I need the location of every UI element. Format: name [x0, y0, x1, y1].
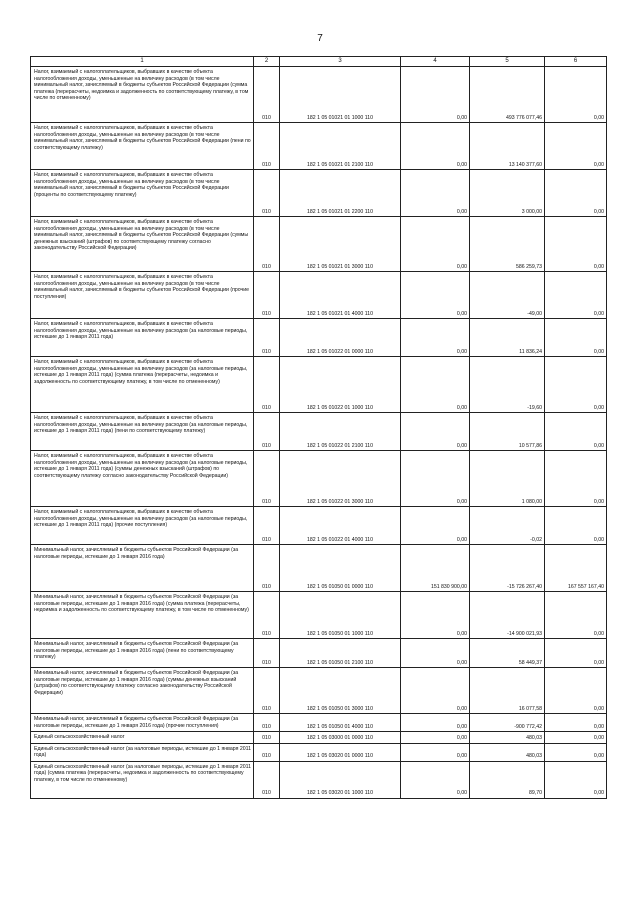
- table-row: [31, 272, 607, 319]
- value-col-6: 0,00: [545, 413, 607, 451]
- row-description: Единый сельскохозяйственный налог (за налоговые периоды, истекшие до 1 января 2011 года): [31, 743, 254, 761]
- line-code: 010: [254, 123, 280, 170]
- value-col-6: 0,00: [545, 67, 607, 123]
- column-header: 1: [31, 57, 254, 67]
- classification-code: 182 1 05 01050 01 4000 110: [280, 714, 401, 732]
- value-col-4: 0,00: [401, 639, 470, 668]
- classification-code: 182 1 05 01021 01 2100 110: [280, 123, 401, 170]
- row-description: Налог, взимаемый с налогоплательщиков, выбравших в качестве объекта налогообложения доходы, уменьшенные на величину расходов (за налоговые периоды, истекшие до 1 января 2011 года) (пени по соответствующему платежу): [31, 413, 254, 451]
- value-col-6: 0,00: [545, 357, 607, 413]
- value-col-6: 0,00: [545, 732, 607, 744]
- value-col-5: 16 077,58: [470, 668, 545, 714]
- classification-code: 182 1 05 01021 01 4000 110: [280, 272, 401, 319]
- value-col-6: 0,00: [545, 170, 607, 217]
- table-row: [31, 507, 607, 545]
- classification-code: 182 1 05 01050 01 0000 110: [280, 545, 401, 592]
- table-row: [31, 67, 607, 123]
- value-col-5: -14 900 021,93: [470, 592, 545, 639]
- column-header: 2: [254, 57, 280, 67]
- value-col-6: 0,00: [545, 272, 607, 319]
- table-row: [31, 170, 607, 217]
- classification-code: 182 1 05 01022 01 2100 110: [280, 413, 401, 451]
- value-col-4: 0,00: [401, 507, 470, 545]
- value-col-5: 11 836,24: [470, 319, 545, 357]
- value-col-5: 10 577,86: [470, 413, 545, 451]
- table-row: [31, 743, 607, 761]
- table-row: [31, 319, 607, 357]
- row-description: Минимальный налог, зачисляемый в бюджеты субъектов Российской Федерации (за налоговые периоды, истекшие до 1 января 2016 года) (суммы денежных взысканий (штрафов) по соответствующему платежу согласно законодательству Российской Федерации): [31, 668, 254, 714]
- row-description: Налог, взимаемый с налогоплательщиков, выбравших в качестве объекта налогообложения доходы, уменьшенные на величину расходов (в том числе минимальный налог, зачисляемый в бюджеты субъектов Российской Федерации (сумма платежа (перерасчеты, недоимка и задолженность по соответствующему платежу, в том числе по отмененному): [31, 67, 254, 123]
- line-code: 010: [254, 413, 280, 451]
- column-header: 4: [401, 57, 470, 67]
- value-col-6: 0,00: [545, 217, 607, 272]
- classification-code: 182 1 05 01021 01 2200 110: [280, 170, 401, 217]
- line-code: 010: [254, 732, 280, 744]
- value-col-6: 0,00: [545, 761, 607, 798]
- value-col-5: -49,00: [470, 272, 545, 319]
- line-code: 010: [254, 507, 280, 545]
- column-header: 6: [545, 57, 607, 67]
- value-col-5: 13 140 377,60: [470, 123, 545, 170]
- value-col-4: 0,00: [401, 319, 470, 357]
- classification-code: 182 1 05 03020 01 0000 110: [280, 743, 401, 761]
- line-code: 010: [254, 668, 280, 714]
- classification-code: 182 1 05 01022 01 1000 110: [280, 357, 401, 413]
- value-col-4: 0,00: [401, 743, 470, 761]
- classification-code: 182 1 05 01050 01 2100 110: [280, 639, 401, 668]
- line-code: 010: [254, 217, 280, 272]
- line-code: 010: [254, 743, 280, 761]
- value-col-4: 0,00: [401, 67, 470, 123]
- row-description: Налог, взимаемый с налогоплательщиков, выбравших в качестве объекта налогообложения доходы, уменьшенные на величину расходов (в том числе минимальный налог, зачисляемый в бюджеты субъектов Российской Федерации (прочие поступления): [31, 272, 254, 319]
- value-col-6: 0,00: [545, 592, 607, 639]
- table-row: [31, 217, 607, 272]
- value-col-6: 0,00: [545, 319, 607, 357]
- value-col-4: 0,00: [401, 217, 470, 272]
- row-description: Минимальный налог, зачисляемый в бюджеты субъектов Российской Федерации (за налоговые периоды, истекшие до 1 января 2016 года) (сумма платежа (перерасчеты, недоимка и задолженность по соответствующему платежу, в том числе по отмененному): [31, 592, 254, 639]
- line-code: 010: [254, 67, 280, 123]
- classification-code: 182 1 05 01021 01 1000 110: [280, 67, 401, 123]
- value-col-5: -15 726 267,40: [470, 545, 545, 592]
- classification-code: 182 1 05 03020 01 1000 110: [280, 761, 401, 798]
- value-col-5: -19,60: [470, 357, 545, 413]
- value-col-6: 0,00: [545, 668, 607, 714]
- table-row: [31, 761, 607, 798]
- value-col-5: -0,02: [470, 507, 545, 545]
- value-col-6: 0,00: [545, 743, 607, 761]
- value-col-5: -900 772,42: [470, 714, 545, 732]
- classification-code: 182 1 05 01050 01 1000 110: [280, 592, 401, 639]
- value-col-4: 0,00: [401, 668, 470, 714]
- column-number-header: [31, 57, 607, 67]
- table-row: [31, 639, 607, 668]
- column-header: 5: [470, 57, 545, 67]
- table-row: [31, 732, 607, 744]
- table-row: [31, 592, 607, 639]
- row-description: Налог, взимаемый с налогоплательщиков, выбравших в качестве объекта налогообложения доходы, уменьшенные на величину расходов (за налоговые периоды, истекшие до 1 января 2011 года) (суммы денежных взысканий (штрафов) по соответствующему платежу согласно законодательству Российской Федерации): [31, 451, 254, 507]
- line-code: 010: [254, 272, 280, 319]
- value-col-4: 0,00: [401, 732, 470, 744]
- value-col-6: 167 557 167,40: [545, 545, 607, 592]
- line-code: 010: [254, 761, 280, 798]
- revenue-table: [30, 56, 607, 799]
- table-row: [31, 714, 607, 732]
- value-col-4: 0,00: [401, 761, 470, 798]
- value-col-5: 493 776 077,46: [470, 67, 545, 123]
- value-col-5: 586 259,73: [470, 217, 545, 272]
- row-description: Минимальный налог, зачисляемый в бюджеты субъектов Российской Федерации (за налоговые периоды, истекшие до 1 января 2016 года): [31, 545, 254, 592]
- table-row: [31, 357, 607, 413]
- value-col-5: 3 000,00: [470, 170, 545, 217]
- value-col-6: 0,00: [545, 714, 607, 732]
- table-row: [31, 451, 607, 507]
- value-col-4: 0,00: [401, 714, 470, 732]
- table-row: [31, 668, 607, 714]
- classification-code: 182 1 05 01021 01 3000 110: [280, 217, 401, 272]
- row-description: Налог, взимаемый с налогоплательщиков, выбравших в качестве объекта налогообложения доходы, уменьшенные на величину расходов (за налоговые периоды, истекшие до 1 января 2011 года): [31, 319, 254, 357]
- row-description: Минимальный налог, зачисляемый в бюджеты субъектов Российской Федерации (за налоговые периоды, истекшие до 1 января 2016 года) (прочие поступления): [31, 714, 254, 732]
- row-description: Налог, взимаемый с налогоплательщиков, выбравших в качестве объекта налогообложения доходы, уменьшенные на величину расходов (в том числе минимальный налог, зачисляемый в бюджеты субъектов Российской Федерации (пени по соответствующему платежу): [31, 123, 254, 170]
- page-number: 7: [317, 33, 323, 44]
- row-description: Единый сельскохозяйственный налог: [31, 732, 254, 744]
- value-col-6: 0,00: [545, 123, 607, 170]
- value-col-5: 58 449,37: [470, 639, 545, 668]
- value-col-6: 0,00: [545, 639, 607, 668]
- value-col-5: 1 080,00: [470, 451, 545, 507]
- table-row: [31, 413, 607, 451]
- classification-code: 182 1 05 03000 01 0000 110: [280, 732, 401, 744]
- value-col-6: 0,00: [545, 451, 607, 507]
- row-description: Единый сельскохозяйственный налог (за налоговые периоды, истекшие до 1 января 2011 года) (сумма платежа (перерасчеты, недоимка и задолженность по соответствующему платежу, в том числе по отмененному): [31, 761, 254, 798]
- table-row: [31, 545, 607, 592]
- value-col-4: 0,00: [401, 272, 470, 319]
- value-col-4: 0,00: [401, 413, 470, 451]
- row-description: Минимальный налог, зачисляемый в бюджеты субъектов Российской Федерации (за налоговые периоды, истекшие до 1 января 2016 года) (пени по соответствующему платежу): [31, 639, 254, 668]
- row-description: Налог, взимаемый с налогоплательщиков, выбравших в качестве объекта налогообложения доходы, уменьшенные на величину расходов (в том числе минимальный налог, зачисляемый в бюджеты субъектов Российской Федерации (суммы денежных взысканий (штрафов) по соответствующему платежу согласно законодательству Российской Федерации): [31, 217, 254, 272]
- value-col-4: 0,00: [401, 357, 470, 413]
- value-col-5: 480,03: [470, 732, 545, 744]
- line-code: 010: [254, 545, 280, 592]
- column-header: 3: [280, 57, 401, 67]
- row-description: Налог, взимаемый с налогоплательщиков, выбравших в качестве объекта налогообложения доходы, уменьшенные на величину расходов (за налоговые периоды, истекшие до 1 января 2011 года) (прочие поступления): [31, 507, 254, 545]
- value-col-4: 0,00: [401, 451, 470, 507]
- value-col-4: 0,00: [401, 170, 470, 217]
- line-code: 010: [254, 714, 280, 732]
- line-code: 010: [254, 592, 280, 639]
- line-code: 010: [254, 451, 280, 507]
- classification-code: 182 1 05 01050 01 3000 110: [280, 668, 401, 714]
- value-col-4: 0,00: [401, 592, 470, 639]
- line-code: 010: [254, 357, 280, 413]
- classification-code: 182 1 05 01022 01 0000 110: [280, 319, 401, 357]
- value-col-4: 0,00: [401, 123, 470, 170]
- value-col-4: 151 830 900,00: [401, 545, 470, 592]
- value-col-5: 480,03: [470, 743, 545, 761]
- row-description: Налог, взимаемый с налогоплательщиков, выбравших в качестве объекта налогообложения доходы, уменьшенные на величину расходов (за налоговые периоды, истекшие до 1 января 2011 года) (сумма платежа (перерасчеты, недоимка и задолженность по соответствующему платежу, в том числе по отмененному): [31, 357, 254, 413]
- value-col-6: 0,00: [545, 507, 607, 545]
- value-col-5: 89,70: [470, 761, 545, 798]
- classification-code: 182 1 05 01022 01 3000 110: [280, 451, 401, 507]
- line-code: 010: [254, 170, 280, 217]
- table-row: [31, 123, 607, 170]
- line-code: 010: [254, 319, 280, 357]
- line-code: 010: [254, 639, 280, 668]
- classification-code: 182 1 05 01022 01 4000 110: [280, 507, 401, 545]
- row-description: Налог, взимаемый с налогоплательщиков, выбравших в качестве объекта налогообложения доходы, уменьшенные на величину расходов (в том числе минимальный налог, зачисляемый в бюджеты субъектов Российской Федерации (проценты по соответствующему платежу): [31, 170, 254, 217]
